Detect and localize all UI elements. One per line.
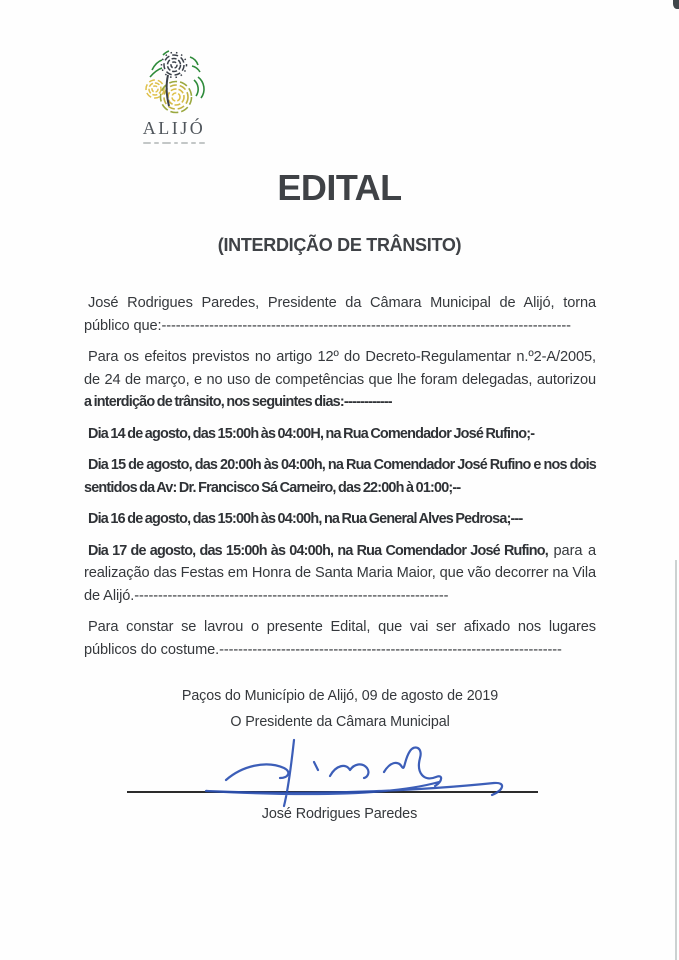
edital-subtitle: (INTERDIÇÃO DE TRÂNSITO) [217, 235, 462, 255]
paragraph-closing: Para constar se lavrou o presente Edital, que vai ser afixado nos lugares públicos do costume.------------------------------------------------------------------------ [84, 619, 596, 658]
document-body [84, 292, 596, 730]
signature-scribble [196, 738, 516, 816]
legal-bold-text: a interdição de trânsito, nos seguintes dias:------------ [84, 394, 392, 410]
municipal-logo [138, 50, 210, 144]
day-item-17 [84, 540, 596, 608]
legal-regular-text: Para os efeitos previstos no artigo 12º do Decreto-Regulamentar n.º2-A/2005, de 24 de março, e no uso de competências que lhe foram delegadas, autorizou [84, 349, 596, 388]
scan-artifact-corner [673, 0, 679, 9]
paragraph-legal [84, 346, 596, 414]
day-17-regular-text: para a realização das Festas em Honra de Santa Maria Maior, que vão decorrer na Vila de Alijó.------------------------------------------------------------------ [84, 542, 597, 604]
day-item-14: Dia 14 de agosto, das 15:00h às 04:00H, na Rua Comendador José Rufino;- [88, 425, 535, 442]
day-item-16: Dia 16 de agosto, das 15:00h às 04:00h, na Rua General Alves Pedrosa;--- [88, 511, 523, 527]
place-date-line: Paços do Município de Alijó, 09 de agosto de 2019 [181, 688, 499, 704]
logo-tagline [138, 142, 210, 144]
signature-ink-path [206, 740, 502, 806]
logo-wordmark: ALIJÓ [142, 118, 206, 138]
day-item-15: Dia 15 de agosto, das 20:00h às 04:00h, na Rua Comendador José Rufino e nos dois sentidos da Av: Dr. Francisco Sá Carneiro, das 22:00h à 01:00;-- [84, 457, 596, 496]
spiral-tree-logo-icon [142, 50, 206, 116]
paragraph-intro: José Rodrigues Paredes, Presidente da Câmara Municipal de Alijó, torna público que:-------------------------------------------------------------------------------------- [84, 295, 596, 334]
edital-title: EDITAL [277, 167, 402, 208]
signatory-name: José Rodrigues Paredes [261, 806, 418, 822]
day-17-bold-text: Dia 17 de agosto, das 15:00h às 04:00h, na Rua Comendador José Rufino, [88, 542, 548, 559]
signatory-title: O Presidente da Câmara Municipal [230, 714, 450, 730]
scan-artifact-edge [675, 560, 677, 960]
